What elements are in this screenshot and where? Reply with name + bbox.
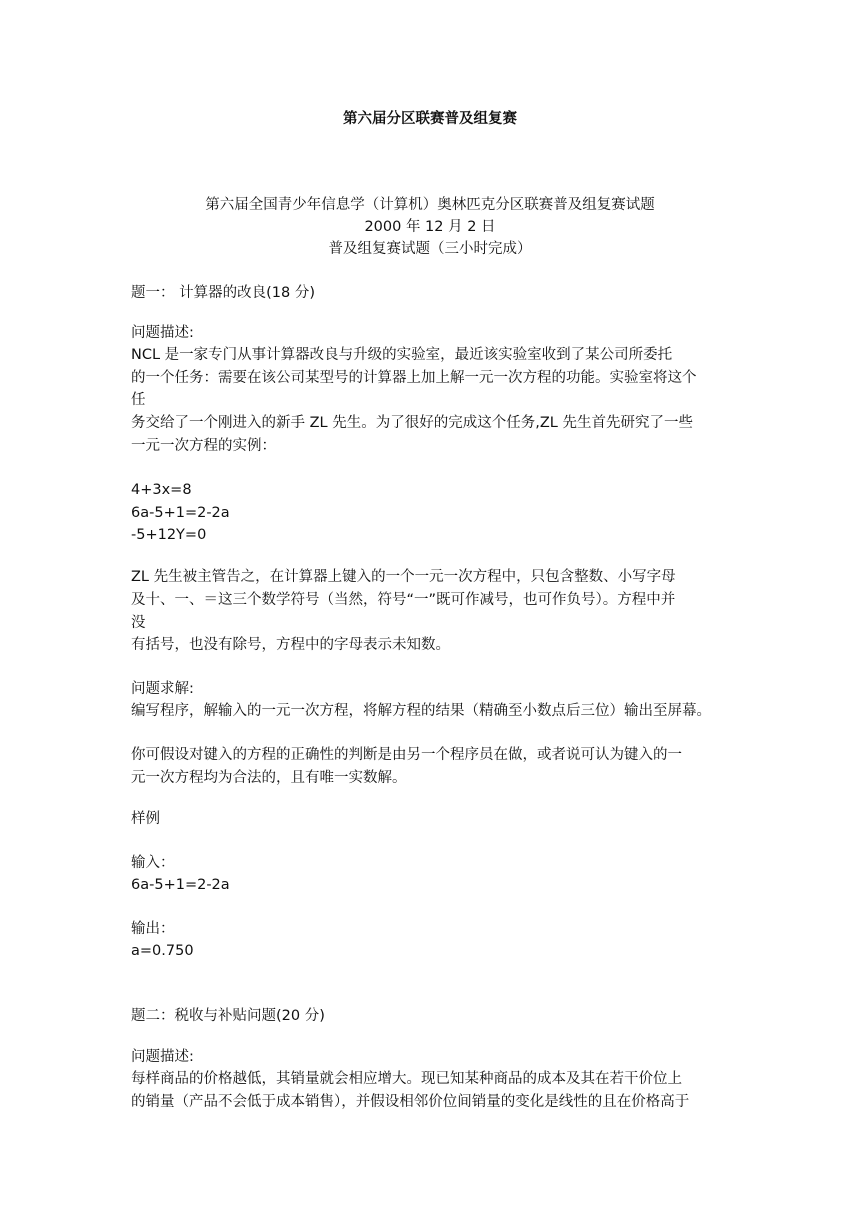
problem1-heading: 题一： 计算器的改良(18 分) [131,285,315,301]
problem1-rule-line: 及十、一、＝这三个数学符号（当然，符号“一”既可作减号，也可作负号）。方程中并 [131,592,676,608]
problem1-desc-line: NCL 是一家专门从事计算器改良与升级的实验室，最近该实验室收到了某公司所委托 [131,347,673,363]
exam-title: 第六届全国青少年信息学（计算机）奥林匹克分区联赛普及组复赛试题 [205,197,655,213]
problem1-desc-line: 一元一次方程的实例： [131,438,276,454]
problem1-rule-line: 没 [131,615,146,631]
example-equation: 4+3x=8 [131,482,192,498]
problem2-desc-label: 问题描述: [131,1049,194,1065]
example-equation: -5+12Y=0 [131,527,207,543]
problem1-solve-label: 问题求解: [131,681,194,697]
sample-input-label: 输入： [131,855,175,871]
problem1-rule-line: ZL 先生被主管告之，在计算器上键入的一个一元一次方程中，只包含整数、小写字母 [131,569,676,585]
problem1-desc-line: 务交给了一个刚进入的新手 ZL 先生。为了很好的完成这个任务,ZL 先生首先研究了一些 [131,415,693,431]
problem1-desc-label: 问题描述: [131,325,194,341]
example-equation: 6a-5+1=2-2a [131,505,230,521]
problem2-desc-line: 每样商品的价格越低，其销量就会相应增大。现已知某种商品的成本及其在若干价位上 [131,1071,682,1087]
exam-date: 2000 年 12 月 2 日 [364,219,496,235]
problem2-desc-line: 的销量（产品不会低于成本销售），并假设相邻价位间销量的变化是线性的且在价格高于 [131,1094,690,1110]
exam-subtitle: 普及组复赛试题（三小时完成） [328,241,532,257]
problem1-desc-line: 任 [131,392,146,408]
document-title: 第六届分区联赛普及组复赛 [343,111,517,127]
problem1-assume-line: 元一次方程均为合法的，且有唯一实数解。 [131,770,407,786]
problem1-solve-line: 编写程序，解输入的一元一次方程，将解方程的结果（精确至小数点后三位）输出至屏幕。 [131,703,711,719]
problem1-rule-line: 有括号，也没有除号，方程中的字母表示未知数。 [131,637,450,653]
sample-label: 样例 [131,811,160,827]
problem2-heading: 题二：税收与补贴问题(20 分) [131,1008,325,1024]
sample-output-label: 输出： [131,921,175,937]
sample-input-value: 6a-5+1=2-2a [131,877,230,893]
sample-output-value: a=0.750 [131,943,194,959]
problem1-assume-line: 你可假设对键入的方程的正确性的判断是由另一个程序员在做，或者说可认为键入的一 [131,747,682,763]
problem1-desc-line: 的一个任务：需要在该公司某型号的计算器上加上解一元一次方程的功能。实验室将这个 [131,370,697,386]
